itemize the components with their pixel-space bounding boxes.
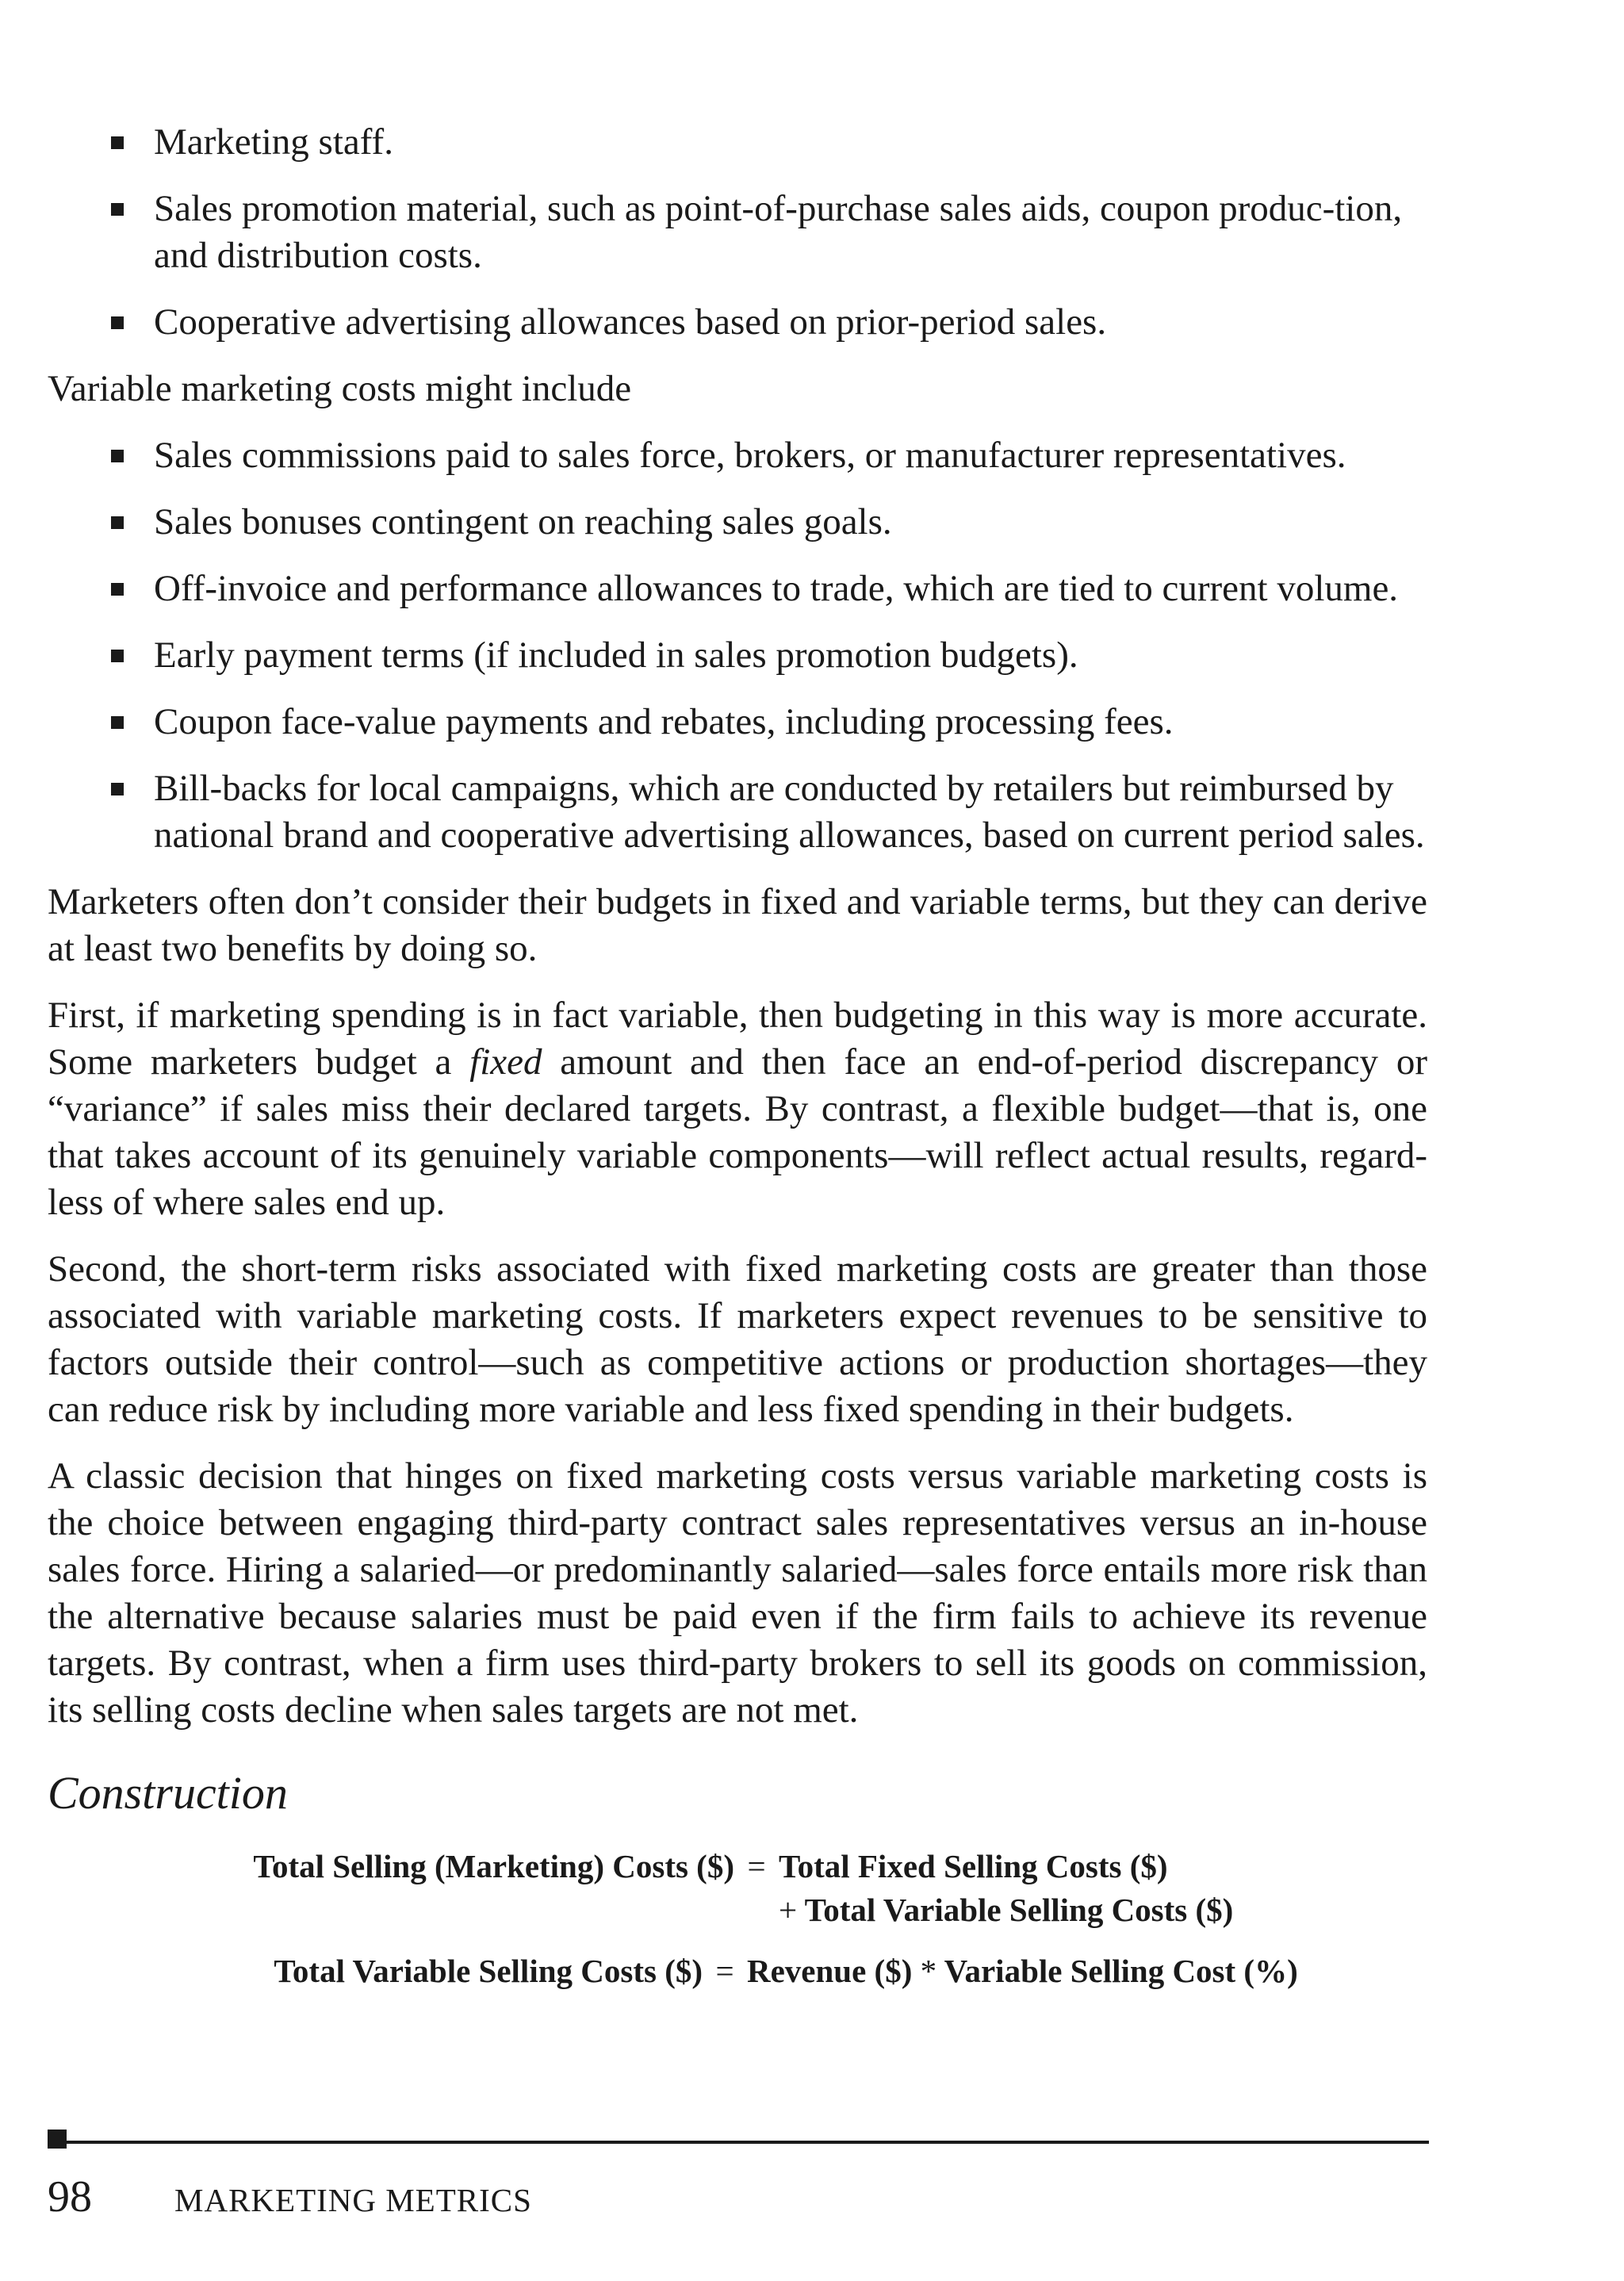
formula-rhs-continued — [779, 1888, 1427, 1932]
formula-rhs-term: Total Variable Selling Costs ($) — [804, 1892, 1234, 1928]
list-item — [48, 432, 1427, 479]
paragraph-classic-decision: A classic decision that hinges on fixed marketing costs versus variable marketing costs is the choice between engaging third-party contract sales representatives versus an in-house sales force. Hiring a salaried—or predominantly salaried—sales force entails more risk than the alternative because salaries must be paid even if the firm fails to achieve its revenue targets. By contrast, when a firm uses third-party brokers to sell its goods on commission, its selling costs decline when sales targets are not met. — [48, 1455, 1427, 1731]
formula-lhs: Total Variable Selling Costs ($) — [274, 1953, 703, 1989]
formula-continuation — [48, 1888, 1427, 1932]
square-bullet-icon — [111, 650, 124, 662]
list-item-text: Sales promotion material, such as point-of-purchase sales aids, coupon produc-tion, and distribution costs. — [154, 188, 1403, 276]
list-item — [48, 119, 1427, 166]
variable-costs-intro: Variable marketing costs might include — [48, 368, 632, 409]
page-number: 98 — [48, 2172, 92, 2222]
formula-variable-selling-costs — [16, 1949, 1427, 1993]
equals-sign: = — [747, 1848, 766, 1884]
list-item-text: Coupon face-value payments and rebates, including processing fees. — [154, 701, 1174, 742]
square-bullet-icon — [111, 203, 124, 216]
list-item-text: Marketing staff. — [154, 121, 393, 163]
paragraph-text: amount and then face an end-of-period discrepancy or “variance” if sales miss their declared targets. By contrast, a flexible budget—that is, one that takes account of its genuinely variable components—will reflect actual results, regard-less of where sales end up. — [48, 1041, 1427, 1223]
paragraph-second-benefit: Second, the short-term risks associated with fixed marketing costs are greater than those associated with variable marketing costs. If marketers expect revenues to be sensitive to factors outside their control—such as competitive actions or production shortages—they can reduce risk by including more variable and less fixed spending in their budgets. — [48, 1248, 1427, 1430]
list-item — [48, 186, 1427, 279]
list-item-text: Sales bonuses contingent on reaching sales goals. — [154, 501, 892, 542]
formula-total-selling-costs — [48, 1845, 1427, 1888]
emphasis-fixed: fixed — [469, 1041, 542, 1083]
list-item — [48, 565, 1427, 612]
formula-rhs — [747, 1949, 1427, 1993]
formula-term-revenue: Revenue ($) — [747, 1953, 913, 1989]
list-item-text: Early payment terms (if included in sales promotion budgets). — [154, 634, 1078, 676]
list-item-text: Off-invoice and performance allowances to trade, which are tied to current volume. — [154, 568, 1399, 609]
list-item — [48, 299, 1427, 346]
formula-lhs: Total Selling (Marketing) Costs ($) — [253, 1848, 734, 1884]
page-footer — [48, 2172, 1427, 2222]
section-heading: Construction — [48, 1767, 288, 1819]
list-item — [48, 765, 1427, 859]
multiply-sign: * — [920, 1953, 937, 1989]
list-item-text: Bill-backs for local campaigns, which are conducted by retailers but reimbursed by national brand and cooperative advertising allowances, based on current period sales. — [154, 768, 1425, 856]
list-item-text: Sales commissions paid to sales force, brokers, or manufacturer representatives. — [154, 435, 1346, 476]
running-title: MARKETING METRICS — [174, 2182, 532, 2218]
square-bullet-icon — [111, 716, 124, 729]
plus-sign: + — [779, 1892, 798, 1928]
footer-rule — [48, 2141, 1429, 2144]
list-item — [48, 499, 1427, 546]
square-bullet-icon — [111, 136, 124, 149]
paragraph-benefits: Marketers often don’t consider their budgets in fixed and variable terms, but they can derive at least two benefits by doing so. — [48, 881, 1427, 969]
formula-term-variable-cost: Variable Selling Cost (%) — [944, 1953, 1298, 1989]
square-bullet-icon — [111, 783, 124, 795]
fixed-costs-list — [48, 119, 1427, 346]
square-bullet-icon — [111, 583, 124, 596]
list-item-text: Cooperative advertising allowances based on prior-period sales. — [154, 301, 1107, 343]
page-body — [48, 119, 1427, 1993]
square-bullet-icon — [111, 316, 124, 329]
formula-rhs: Total Fixed Selling Costs ($) — [779, 1848, 1168, 1884]
variable-costs-list — [48, 432, 1427, 859]
footer-square-marker — [48, 2130, 67, 2149]
paragraph-text: First, if marketing spending is in fact variable, then budgeting in this way is more accurate. Some marketers budget a — [48, 995, 1427, 1083]
equals-sign: = — [715, 1953, 734, 1989]
square-bullet-icon — [111, 450, 124, 462]
square-bullet-icon — [111, 516, 124, 529]
list-item — [48, 632, 1427, 679]
list-item — [48, 699, 1427, 746]
paragraph-first-benefit — [48, 992, 1427, 1226]
formula-block — [48, 1845, 1427, 1993]
